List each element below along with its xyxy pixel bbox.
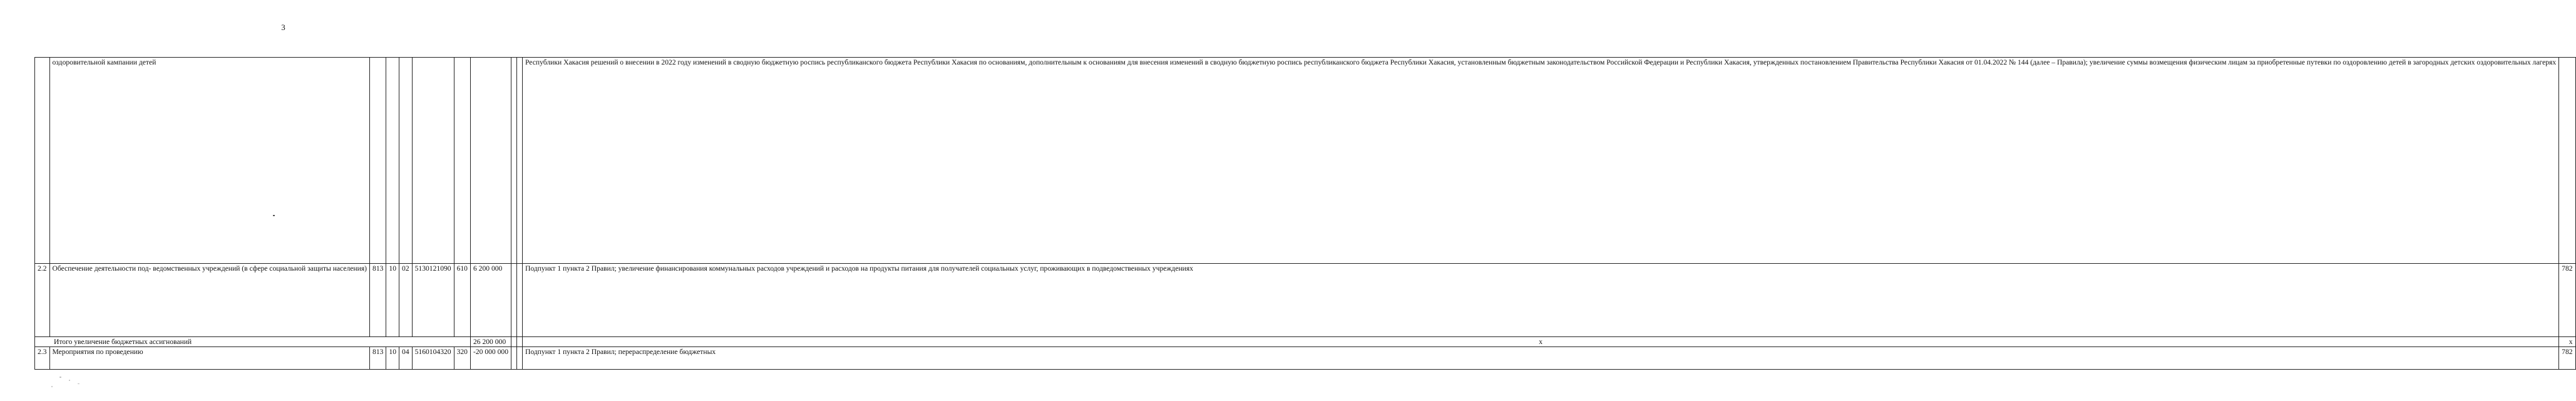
empty-cell: [517, 58, 523, 264]
total-amount: 26 200 000: [470, 337, 511, 347]
ministry-code: 813: [370, 347, 386, 370]
code-cell: 782: [2559, 347, 2575, 370]
page-number: 3: [281, 23, 285, 32]
scan-speck: [78, 383, 80, 384]
basis-text: Подпункт 1 пункта 2 Правил; перераспределение бюджетных: [523, 347, 2559, 370]
row-index: 2.3: [35, 347, 50, 370]
basis-text: Подпункт 1 пункта 2 Правил; увеличение финансирования коммунальных расходов учреждений и расходов на продукты питания для получателей социальных услуг, проживающих в подведомственных учреждениях: [523, 264, 2559, 337]
empty-cell: [517, 264, 523, 337]
amount: -20 000 000: [470, 347, 511, 370]
subsection-code: 02: [399, 264, 413, 337]
section-code: 10: [386, 264, 399, 337]
row-name: оздоровительной кампании детей: [49, 58, 370, 264]
budget-table: [34, 57, 2576, 370]
row-name: Мероприятия по проведению: [49, 347, 370, 370]
amount: 6 200 000: [470, 264, 511, 337]
target-code: [412, 58, 454, 264]
table-row: [35, 347, 2576, 370]
scan-speck: [51, 386, 53, 387]
basis-text: х: [523, 337, 2559, 347]
target-code: 5130121090: [412, 264, 454, 337]
row-index: [35, 58, 50, 264]
subsection-code: 04: [399, 347, 413, 370]
table-row: [35, 58, 2576, 264]
extra-cell: [511, 58, 517, 264]
code-cell: х: [2559, 337, 2575, 347]
subsection-code: [399, 58, 413, 264]
amount: [470, 58, 511, 264]
code-cell: [2559, 58, 2575, 264]
total-row: [35, 337, 2576, 347]
extra-cell: [511, 337, 517, 347]
target-code: 5160104320: [412, 347, 454, 370]
basis-text: Республики Хакасия решений о внесении в 2022 году изменений в сводную бюджетную роспись республиканского бюджета Республики Хакасия по основаниям, дополнительным к основаниям для внесения изменений в сводную бюджетную роспись республиканского бюджета Республики Хакасия, установленным бюджетным законодательством Российской Федерации и Республики Хакасия, утвержденных постановлением Правительства Республики Хакасия от 01.04.2022 № 144 (далее – Правила); увеличение суммы возмещения физическим лицам за приобретенные путевки по оздоровлению детей в загородных детских оздоровительных лагерях: [523, 58, 2559, 264]
row-index: 2.2: [35, 264, 50, 337]
total-label: Итого увеличение бюджетных ассигнований: [35, 337, 471, 347]
empty-cell: [517, 337, 523, 347]
empty-cell: [517, 347, 523, 370]
row-name: Обеспечение деятельности под- ведомственных учреждений (в сфере социальной защиты населения): [49, 264, 370, 337]
ministry-code: 813: [370, 264, 386, 337]
extra-cell: [511, 347, 517, 370]
scan-speck: [59, 377, 61, 378]
expense-type-code: 320: [454, 347, 470, 370]
scan-mark: [273, 215, 275, 216]
ministry-code: [370, 58, 386, 264]
extra-cell: [511, 264, 517, 337]
section-code: [386, 58, 399, 264]
code-cell: 782: [2559, 264, 2575, 337]
table-row: [35, 264, 2576, 337]
expense-type-code: [454, 58, 470, 264]
expense-type-code: 610: [454, 264, 470, 337]
scan-speck: [69, 380, 70, 381]
section-code: 10: [386, 347, 399, 370]
